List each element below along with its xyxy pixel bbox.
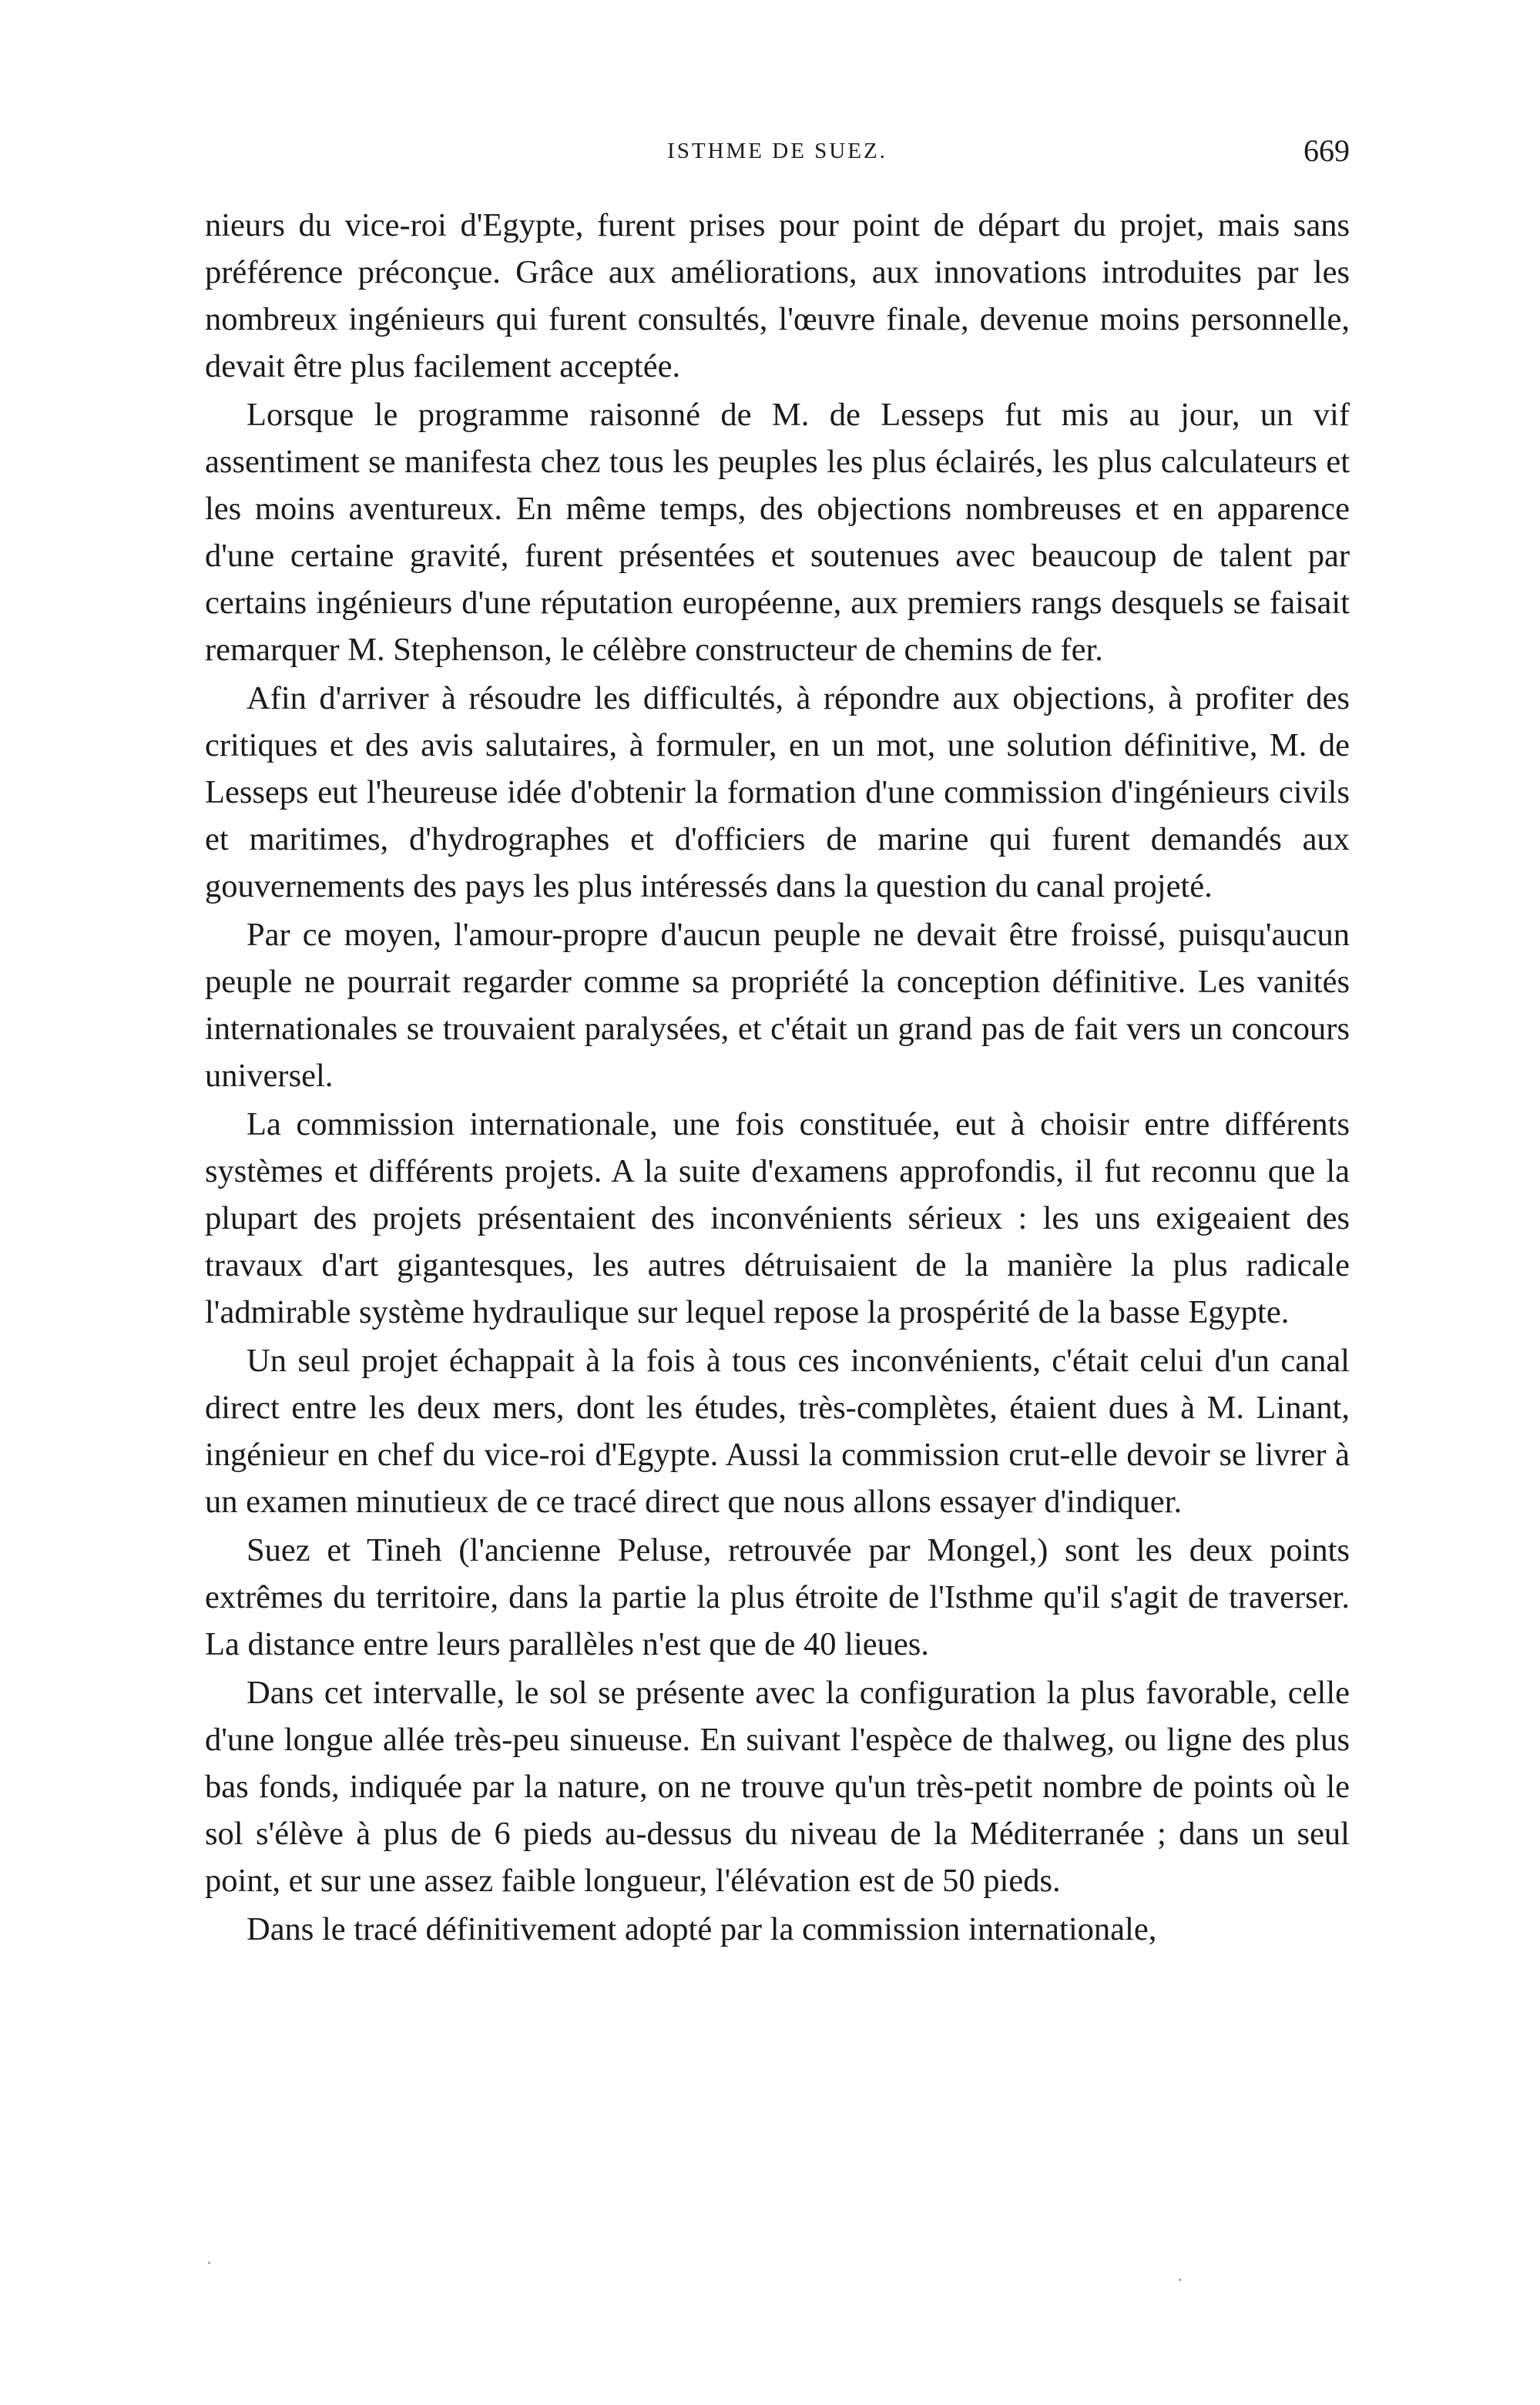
paragraph-8: Dans cet intervalle, le sol se présente avec la configuration la plus favorable, celle d'une longue allée très-peu sinueuse. En suivant l'espèce de thalweg, ou ligne des plus bas fonds, indiquée par la nature, on ne trouve qu'un très-petit nombre de points où le sol s'élève à plus de 6 pieds au-dessus du niveau de la Méditerranée ; dans un seul point, et sur une assez faible longueur, l'élévation est de 50 pieds. bbox=[205, 1675, 1350, 1899]
paper-speck bbox=[1179, 2279, 1181, 2281]
body-text bbox=[205, 202, 1350, 1953]
running-head bbox=[205, 129, 1350, 176]
paragraph-4: Par ce moyen, l'amour-propre d'aucun peuple ne devait être froissé, puisqu'aucun peuple ne pourrait regarder comme sa propriété la conception définitive. Les vanités internationales se trouvaient paralysées, et c'était un grand pas de fait vers un concours universel. bbox=[205, 917, 1350, 1094]
paragraph-3: Afin d'arriver à résoudre les difficultés, à répondre aux objections, à profiter des critiques et des avis salutaires, à formuler, en un mot, une solution définitive, M. de Lesseps eut l'heureuse idée d'obtenir la formation d'une commission d'ingénieurs civils et maritimes, d'hydrographes et d'officiers de marine qui furent demandés aux gouvernements des pays les plus intéressés dans la question du canal projeté. bbox=[205, 680, 1350, 904]
paragraph-5: La commission internationale, une fois constituée, eut à choisir entre différents systèmes et différents projets. A la suite d'examens approfondis, il fut reconnu que la plupart des projets présentaient des inconvénients sérieux : les uns exigeaient des travaux d'art gigantesques, les autres détruisaient de la manière la plus radicale l'admirable système hydraulique sur lequel repose la prospérité de la basse Egypte. bbox=[205, 1106, 1350, 1330]
paragraph-1: nieurs du vice-roi d'Egypte, furent prises pour point de départ du projet, mais sans préférence préconçue. Grâce aux améliorations, aux innovations introduites par les nombreux ingénieurs qui furent consultés, l'œuvre finale, devenue moins personnelle, devait être plus facilement acceptée. bbox=[205, 207, 1350, 384]
page-number: 669 bbox=[1303, 133, 1350, 168]
paragraph-2: Lorsque le programme raisonné de M. de Lesseps fut mis au jour, un vif assentiment se manifesta chez tous les peuples les plus éclairés, les plus calculateurs et les moins aventureux. En même temps, des objections nombreuses et en apparence d'une certaine gravité, furent présentées et soutenues avec beaucoup de talent par certains ingénieurs d'une réputation européenne, aux premiers rangs desquels se faisait remarquer M. Stephenson, le célèbre constructeur de chemins de fer. bbox=[205, 397, 1350, 668]
paragraph-7: Suez et Tineh (l'ancienne Peluse, retrouvée par Mongel,) sont les deux points extrêmes du territoire, dans la partie la plus étroite de l'Isthme qu'il s'agit de traverser. La distance entre leurs parallèles n'est que de 40 lieues. bbox=[205, 1532, 1350, 1662]
paragraph-6: Un seul projet échappait à la fois à tous ces inconvénients, c'était celui d'un canal direct entre les deux mers, dont les études, très-complètes, étaient dues à M. Linant, ingénieur en chef du vice-roi d'Egypte. Aussi la commission crut-elle devoir se livrer à un examen minutieux de ce tracé direct que nous allons essayer d'indiquer. bbox=[205, 1343, 1350, 1520]
paragraph-9: Dans le tracé définitivement adopté par la commission internationale, bbox=[247, 1911, 1157, 1947]
running-title: ISTHME DE SUEZ. bbox=[667, 139, 887, 163]
paper-speck bbox=[208, 2262, 210, 2264]
